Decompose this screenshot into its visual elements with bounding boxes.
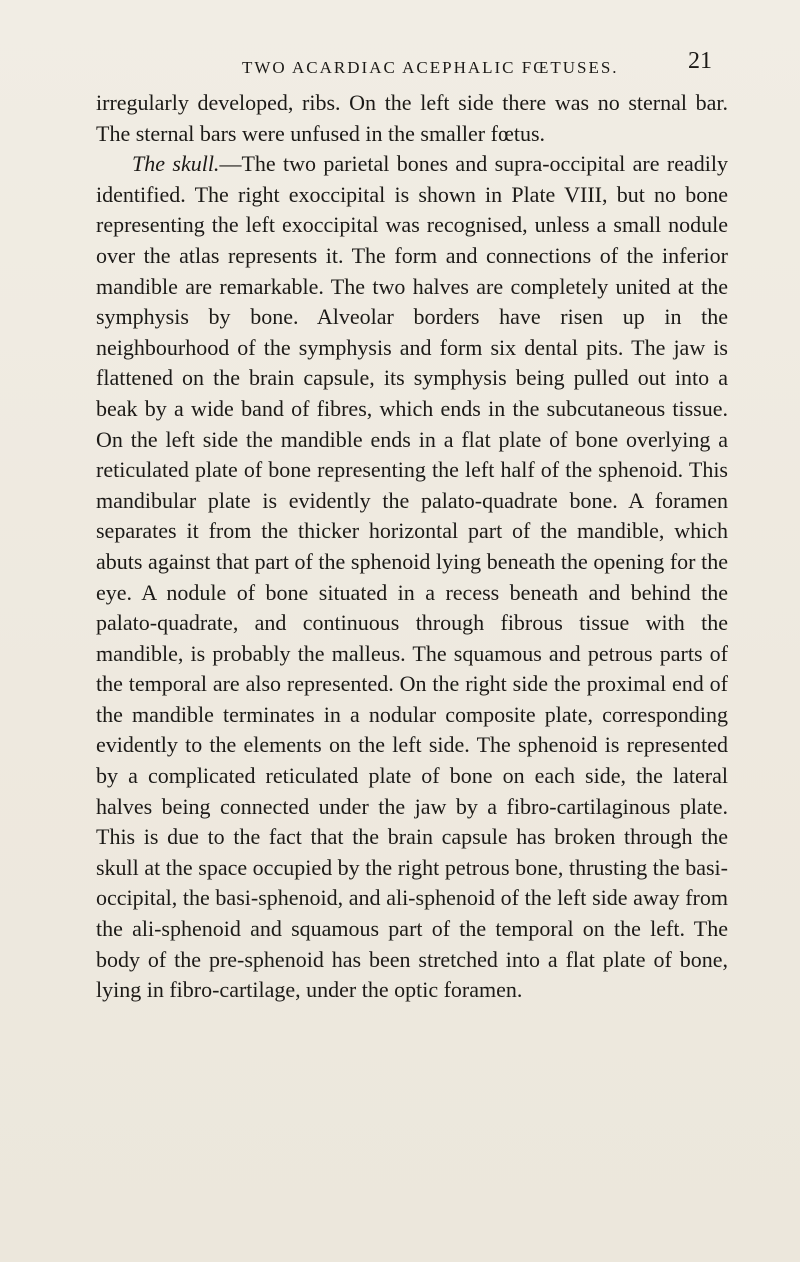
paragraph-text: —The two parietal bones and supra-occipital are readily identified. The right exoccipital is shown in Plate VIII, but no bone representing the left exoccipital was recognised, unless a small nodule over the atlas represents it. The form and connections of the inferior mandible are remarkable. The two halves are completely united at the symphysis by bone. Alveolar borders have risen up in the neighbourhood of the symphysis and form six dental pits. The jaw is flattened on the brain capsule, its symphysis being pulled out into a beak by a wide band of fibres, which ends in the subcutaneous tissue. On the left side the mandible ends in a flat plate of bone overlying a reticulated plate of bone representing the left half of the sphenoid. This mandibular plate is evidently the palato-quadrate bone. A foramen separates it from the thicker horizontal part of the mandible, which abuts against that part of the sphenoid lying beneath the opening for the eye. A nodule of bone situated in a recess beneath and behind the palato-quadrate, and continuous through fibrous tissue with the mandible, is probably the malleus. The squamous and petrous parts of the temporal are also represented. On the right side the proximal end of the mandible terminates in a nodular composite plate, corresponding evidently to the elements on the left side. The sphenoid is represented by a complicated reticulated plate of bone on each side, the lateral halves being connected under the jaw by a fibro-cartilaginous plate. This is due to the fact that the brain capsule has broken through the skull at the space occupied by the right petrous bone, thrusting the basi-occipital, the basi-sphenoid, and ali-sphenoid of the left side away from the ali-sphenoid and squamous part of the temporal on the left. The body of the pre-sphenoid has been stretched into a flat plate of bone, lying in fibro-cartilage, under the optic foramen. xyxy=(96,151,728,1003)
running-head: TWO ACARDIAC ACEPHALIC FŒTUSES. xyxy=(242,58,619,77)
body-text xyxy=(96,88,728,1006)
paragraph-text: irregularly developed, ribs. On the left side there was no sternal bar. The sternal bars were unfused in the smaller fœtus. xyxy=(96,90,728,146)
paragraph-skull xyxy=(96,149,728,1006)
paragraph-ribs-continuation xyxy=(96,88,728,149)
page-number: 21 xyxy=(688,48,712,74)
paragraph-heading-skull: The skull. xyxy=(132,151,220,177)
